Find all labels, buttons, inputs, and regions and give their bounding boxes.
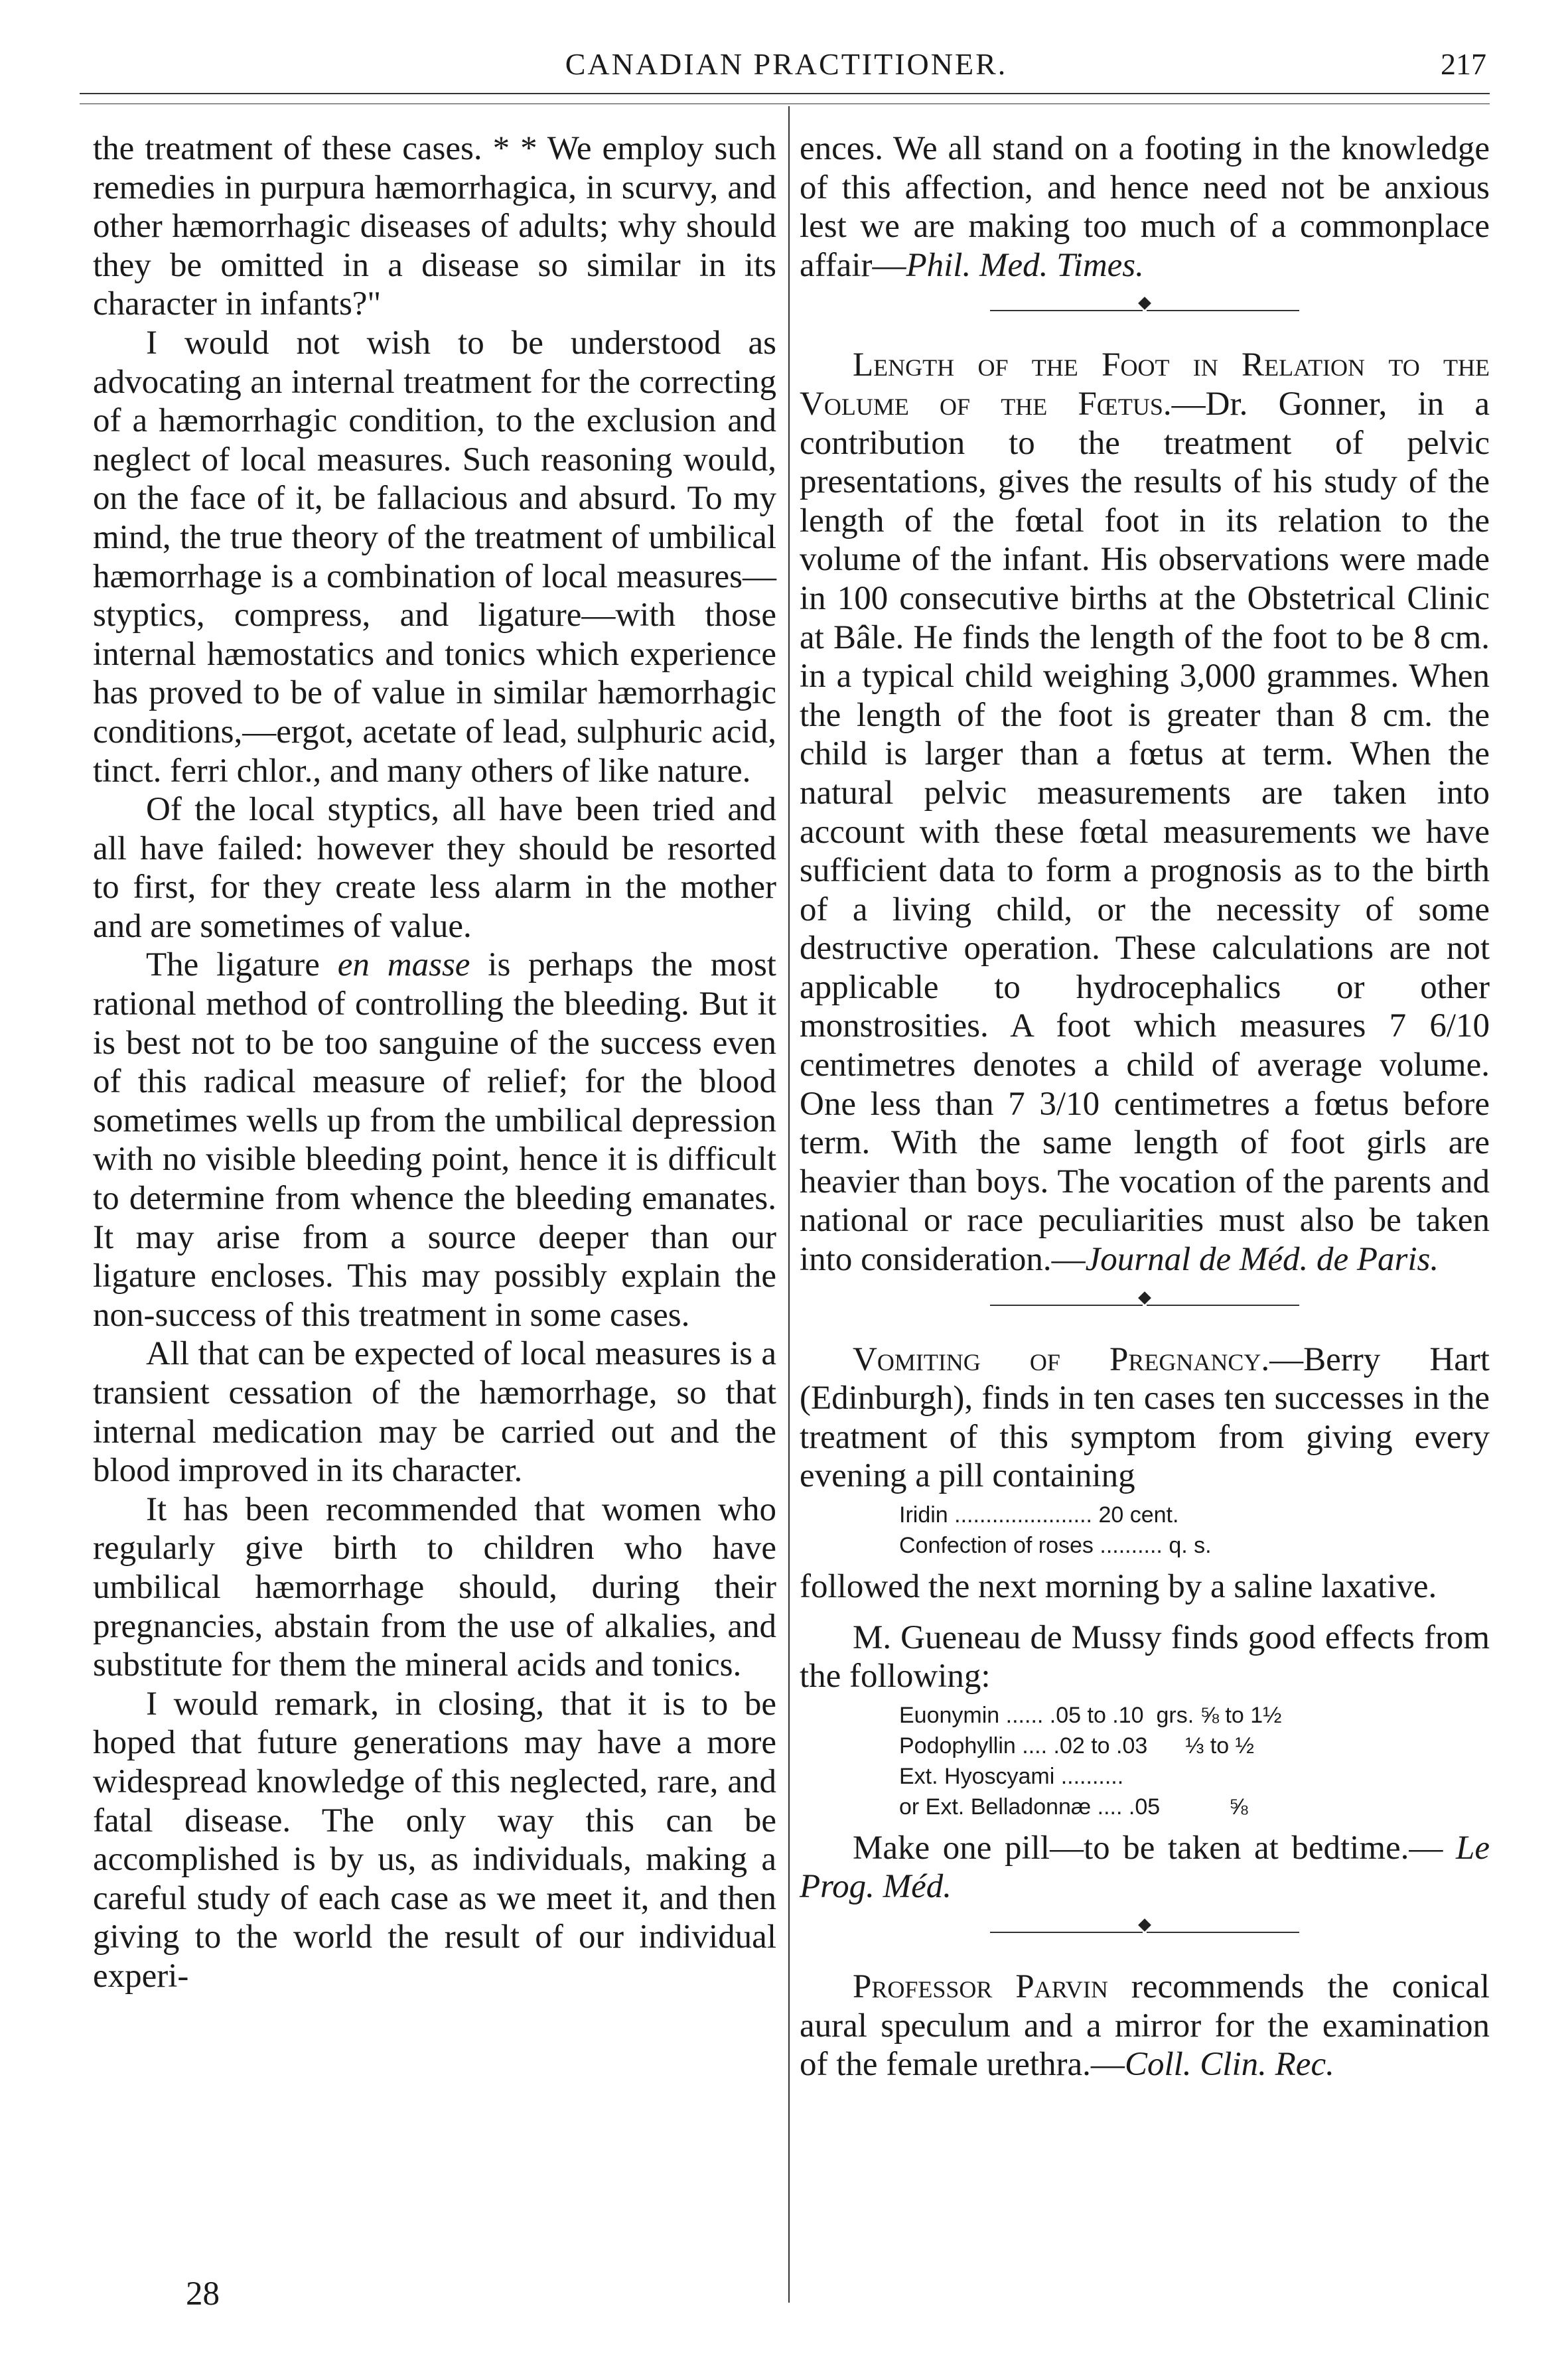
right-column [800,129,1490,2084]
paragraph: followed the next morning by a saline laxative. [800,1568,1437,1605]
paragraph [93,946,776,1334]
leader-dots: .......... [1060,1763,1124,1789]
leader-dots: .... [1097,1794,1123,1820]
signature-mark: 28 [186,2275,220,2313]
text-run: Make one pill—to be taken at bedtime.— [853,1829,1443,1867]
text-run: is perhaps the most rational method of controlling the bleeding. But it is best not to be too sanguine of the success even of this radical measure of relief; for the blood sometimes wells up from the umbilical depression with no visible bleeding point, hence it is difficult to determine from whence the bleeding emanates. It may arise from a source deeper than our ligature encloses. This may possibly explain the non-success of this treatment in some cases. [93,946,776,1334]
section-ornament [800,299,1490,319]
article-vomiting-of-pregnancy [800,1340,1490,1496]
paragraph: I would not wish to be understood as advocating an internal treatment for the correcting of a hæmorrhagic condition, to the exclusion and neglect of local measures. Such reasoning would, on the face of it, be fallacious and absurd. To my mind, the true theory of the treatment of umbilical hæmorrhage is a combination of local measures—styptics, compress, and ligature—with those internal hæmostatics and tonics which experience has proved to be of value in similar hæmorrhagic conditions,—ergot, acetate of lead, sulphuric acid, tinct. ferri chlor., and many others of like nature. [93,324,776,790]
ingredient: Podophyllin [899,1733,1016,1758]
running-header [86,40,1486,100]
grains: ⅓ to ½ [1184,1733,1254,1758]
source-citation: Coll. Clin. Rec. [1124,2046,1334,2084]
ingredient: Euonymin [899,1702,1000,1728]
ingredient: Confection of roses [899,1533,1094,1558]
paragraph [800,1829,1490,1906]
source-citation: Phil. Med. Times. [906,246,1144,284]
grains: grs. ⅝ to 1½ [1156,1702,1282,1728]
prescription-row [899,1761,1490,1792]
paragraph: M. Gueneau de Mussy finds good effects from the following: [800,1618,1490,1695]
prescription-1 [899,1500,1490,1561]
leader-dots: ...... [1005,1702,1044,1728]
source-citation: Journal de Méd. de Paris. [1085,1241,1439,1279]
text-run: The ligature [146,946,338,984]
leader-dots: .... [1022,1733,1048,1758]
leader-dots: ...................... [954,1502,1092,1528]
paragraph: I would remark, in closing, that it is to be hoped that future generations may have a more widespread knowledge of this neglected, rare, and fatal disease. The only way this can be accomplished is by us, as individuals, making a careful study of each case as we meet it, and then giving to the world the result of our individual experi- [93,1685,776,1995]
dose: q. s. [1169,1533,1212,1558]
section-ornament [800,1294,1490,1314]
prescription-row [899,1700,1490,1731]
section-ornament [800,1921,1490,1941]
text-run: —Dr. Gonner, in a contribution to the treatment of pelvic presentations, gives the results of his study of the length of the fœtal foot in its relation to the volume of the infant. His observations were made in 100 consecutive births at the Obstetrical Clinic at Bâle. He finds the length of the foot to be 8 cm. in a typical child weighing 3,000 grammes. When the length of the foot is greater than 8 cm. the child is larger than a fœtus at term. When the natural pelvic measurements are taken into account with these fœtal measurements we have sufficient data to form a prognosis as to the birth of a living child, or the necessity of some destructive operation. These calculations are not applicable to hydrocephalics or other monstrosities. A foot which measures 7 6/10 centimetres denotes a child of average volume. One less than 7 3/10 centimetres a fœtus before term. With the same length of foot girls are heavier than boys. The vocation of the parents and national or race peculiarities must also be taken into consideration.— [800,385,1490,1279]
prescription-2 [899,1700,1490,1822]
source-citation: Le Prog. Méd. [800,1829,1490,1906]
paragraph: All that can be expected of local measures is a transient cessation of the hæmorrhage, so that internal medication may be carried out and the blood improved in its character. [93,1335,776,1490]
paragraph: It has been recommended that women who regularly give birth to children who have umbilical hæmorrhage should, during their pregnancies, abstain from the use of alkalies, and substitute for them the mineral acids and tonics. [93,1490,776,1684]
article-heading: Vomiting of Pregnancy. [853,1340,1270,1378]
ingredient: or Ext. Belladonnæ [899,1794,1092,1820]
article-length-of-foot [800,346,1490,1279]
paragraph: the treatment of these cases. * * We employ such remedies in purpura hæmorrhagica, in scurvy, and other hæmorrhagic diseases of adults; why should they be omitted in a disease so similar in its character in infants?" [93,130,776,323]
ingredient: Ext. Hyoscyami [899,1763,1055,1789]
italic-text: en masse [337,946,470,984]
prescription-row [899,1500,1490,1530]
paragraph [800,129,1490,285]
journal-title: CANADIAN PRACTITIONER. [565,47,1008,81]
leader-dots: .......... [1100,1533,1163,1558]
prescription-row [899,1530,1490,1561]
dose: .05 to .10 [1049,1702,1144,1728]
page-number: 217 [1441,47,1486,81]
dose: 20 cent. [1098,1502,1179,1528]
header-rule [80,93,1490,94]
column-divider [788,106,790,2303]
prescription-row [899,1731,1490,1761]
text-run: recommends the conical aural speculum and a mirror for the examination of the female urethra.— [800,1968,1490,2084]
dose: .05 [1128,1794,1161,1820]
article-heading: Length of the Foot in Relation to the Volume of the Fœtus. [800,346,1490,423]
dose: .02 to .03 [1053,1733,1148,1758]
text-run: —Berry Hart (Edinburgh), finds in ten cases ten successes in the treatment of this symptom from giving every evening a pill containing [800,1340,1490,1495]
article-parvin [800,1968,1490,2084]
text-run: ences. We all stand on a footing in the knowledge of this affection, and hence need not be anxious lest we are making too much of a commonplace affair— [800,130,1490,284]
left-column [93,129,776,1996]
grains: ⅝ [1229,1794,1248,1820]
article-heading: Professor Parvin [853,1968,1108,2005]
prescription-row [899,1792,1490,1822]
paragraph: Of the local styptics, all have been tried and all have failed: however they should be resorted to first, for they create less alarm in the mother and are sometimes of value. [93,791,776,945]
ingredient: Iridin [899,1502,948,1528]
